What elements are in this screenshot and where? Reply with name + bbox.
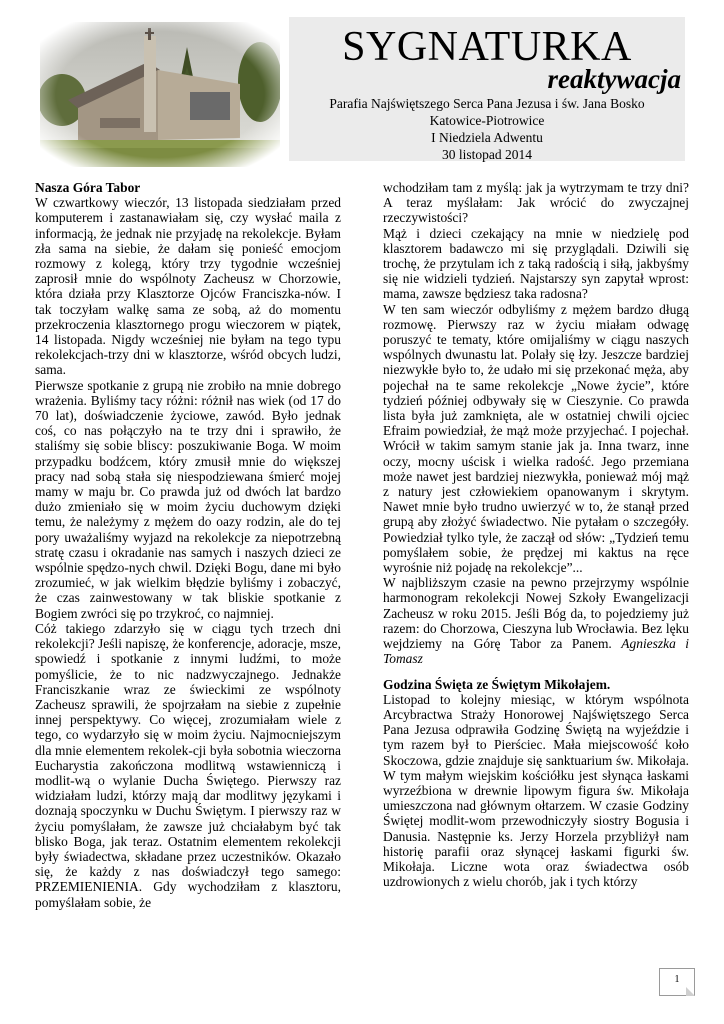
- newsletter-title: SYGNATURKA: [342, 24, 632, 70]
- parish-name: Parafia Najświętszego Serca Pana Jezusa i św. Jana Bosko: [329, 96, 645, 111]
- article-paragraph: W ten sam wieczór odbyliśmy z mężem bardzo długą rozmowę. Pierwszy raz w życiu miałam odwagę poruszyć te tematy, które omijaliśmy w ciągu naszych wspólnych dwunastu lat. Polały się łzy. Jeszcze bardziej niezwykłe było to, że udało mi się przekonać męża, aby pojechał na te same rekolekcje „Nowe życie”, które tydzień później odbywały się w Cieszynie. Co prawda lista była już zamknięta, ale w ostatniej chwili ojciec Efraim powiedział, że mąż może przyjechać. I pojechał. Wrócił w takim samym stanie jak ja. Inna twarz, inne oczy, mocny uścisk i wielka radość. Jego przemiana może nawet jest bardziej niezwykła, ponieważ mój mąż z natury jest człowiekiem opanowanym i skrytym. Nawet mnie było trudno uwierzyć w to, że stanął przed grupą aby złożyć świadectwo. Nie pytałam o szczegóły. Powiedział tylko tyle, że zaczął od słów: „Tydzień temu pomyślałem sobie, że prędzej mi kaktus na ręce wyrośnie niż pojadę na rekolekcje”...: [383, 301, 689, 576]
- masthead: [289, 17, 685, 161]
- liturgical-sunday: I Niedziela Adwentu: [431, 130, 543, 145]
- issue-date: 30 listopad 2014: [442, 147, 532, 162]
- article-paragraph-final: [383, 575, 689, 666]
- article-paragraph: W czwartkowy wieczór, 13 listopada siedziałam przed komputerem i zastanawiałam się, czy wysłać maila z informacją, że jednak nie przyjadę na rekolekcje. Byłam zła sama na siebie, że dałam się ponieść emocjom rozmowy z kolegą, który trzy tygodnie wcześniej zaprosił mnie do wspólnoty Zacheusz w Chorzowie, która działa przy Klasztorze Ojców Franciszka-nów. I tak toczyłam walkę sama ze sobą, aż do momentu przekroczenia klasztornego progu wieczorem w piątek, 14 listopada. Nigdy wcześniej nie byłam na tego typu rekolekcjach-trzy dni w klasztorze, wśród obcych ludzi, sama.: [35, 195, 341, 378]
- parish-city: Katowice-Piotrowice: [429, 113, 545, 128]
- article-paragraph: Listopad to kolejny miesiąc, w którym wspólnota Arcybractwa Straży Honorowej Najświętszego Serca Pana Jezusa odprawiła Godzinę Świętą na wyjeździe i tym razem był to Pierściec. Mała miejscowość koło Skoczowa, gdzie znajduje się sanktuarium św. Mikołaja. W tym małym wiejskim kościółku jest słynąca łaskami wyrzeźbiona w drewnie lipowym figura św. Mikołaja umieszczona nad głównym ołtarzem. W czasie Godziny Świętej modlit-wom przewodniczyły siostry Bogusia i Danusia. Następnie ks. Jerzy Horzela przybliżył nam historię parafii oraz słynącej łaskami figurki św. Mikołaja. Liczne wota oraz świadectwa osób uzdrowionych z wielu chorób, jak i tych którzy: [383, 691, 689, 890]
- article-paragraph: Pierwsze spotkanie z grupą nie zrobiło na mnie dobrego wrażenia. Byliśmy tacy różni: różnił nas wiek (od 17 do 70 lat), doświadczenie życiowe, zawód. Było jednak coś, co nas połączyło na te trzy dni i sprawiło, że staliśmy się sobie bliscy: poszukiwanie Boga. W moim przypadku bodźcem, który zmusił mnie do większej pracy nad sobą stała się niespodziewana śmierć mojej mamy w maju br. Co prawda już od dwóch lat bardzo dużo zmieniało się w moim życiu duchowym dzięki temu, że należymy z mężem do oazy rodzin, ale do tej pory uważaliśmy wyjazd na rekolekcje za niepotrzebną stratę czasu i okradanie nas samych i naszych dzieci ze wspólnie spędzo-nych chwil. Dzięki Bogu, dane mi było zrozumieć, w jak wielkim błędzie byliśmy i zobaczyć, że czas zainwestowany w tak bliskie spotkanie z Bogiem zwróci się po trzykroć, co najmniej.: [35, 377, 341, 621]
- page-number-box: [659, 968, 695, 996]
- article-title-godzina-swieta: Godzina Święta ze Świętym Mikołajem.: [383, 676, 611, 692]
- right-column: [383, 180, 689, 889]
- article-signature: Agnieszka i Tomasz: [383, 636, 690, 667]
- page-curl-icon: [686, 987, 695, 996]
- left-column: [35, 180, 341, 910]
- article-title-gora-tabor: Nasza Góra Tabor: [35, 180, 141, 195]
- article-paragraph-text: W najbliższym czasie na pewno przejrzymy wspólnie harmonogram rekolekcji Nowej Szkoły Ewangelizacji Zacheusz w roku 2015. Jeśli Bóg da, to pojedziemy już razem: do Chorzowa, Cieszyna lub Wrocławia. Bez lęku wejdziemy na Górę Tabor za Panem.: [383, 575, 689, 652]
- article-paragraph: Mąż i dzieci czekający na mnie w niedzielę pod klasztorem badawczo mi się przyglądali. Dziwili się trochę, że przytulam ich z taką radością i siłą, jakbyśmy się nie widzieli tydzień. Najstarszy syn zapytał wprost: mama, zawsze będziesz taka radosna?: [383, 225, 689, 302]
- church-photo: [40, 22, 280, 167]
- article-paragraph: Cóż takiego zdarzyło się w ciągu tych trzech dni rekolekcji? Jeśli napiszę, że konferencje, adoracje, msze, spowiedź i spotkanie z innymi ludźmi, to może pomyślicie, że to nic nadzwyczajnego. Jednakże Franciszkanie wraz ze świeckimi ze wspólnoty Zacheusz sprawili, że spojrzałam na siebie z zupełnie innej perspektywy. Co więcej, zrozumiałam wiele z tego, co wydarzyło się w moim życiu. Najmocniejszym dla mnie elementem rekolek-cji była sobotnia wieczorna Eucharystia zakończona modlitwą wstawienniczą i modlit-wą o wylanie Ducha Świętego. Pierwszy raz widziałam ludzi, którzy mają dar modlitwy językami i doznają spoczynku w Duchu Świętym. I pierwszy raz w życiu pomyślałam, że zawsze już chciałabym być tak blisko Boga, jak teraz. Ostatnim elementem rekolekcji były świadectwa, składane przez uczestników. Okazało się, że każdy z nas doświadczył tego samego: PRZEMIENIENIA. Gdy wychodziłam z klasztoru, pomyślałam sobie, że: [35, 620, 341, 910]
- page-number: 1: [674, 974, 680, 985]
- section-gap: [383, 667, 689, 677]
- newsletter-subtitle: reaktywacja: [547, 64, 681, 94]
- article-paragraph: wchodziłam tam z myślą: jak ja wytrzymam te trzy dni? A teraz myślałam: Jak wrócić do zwyczajnej rzeczywistości?: [383, 180, 689, 226]
